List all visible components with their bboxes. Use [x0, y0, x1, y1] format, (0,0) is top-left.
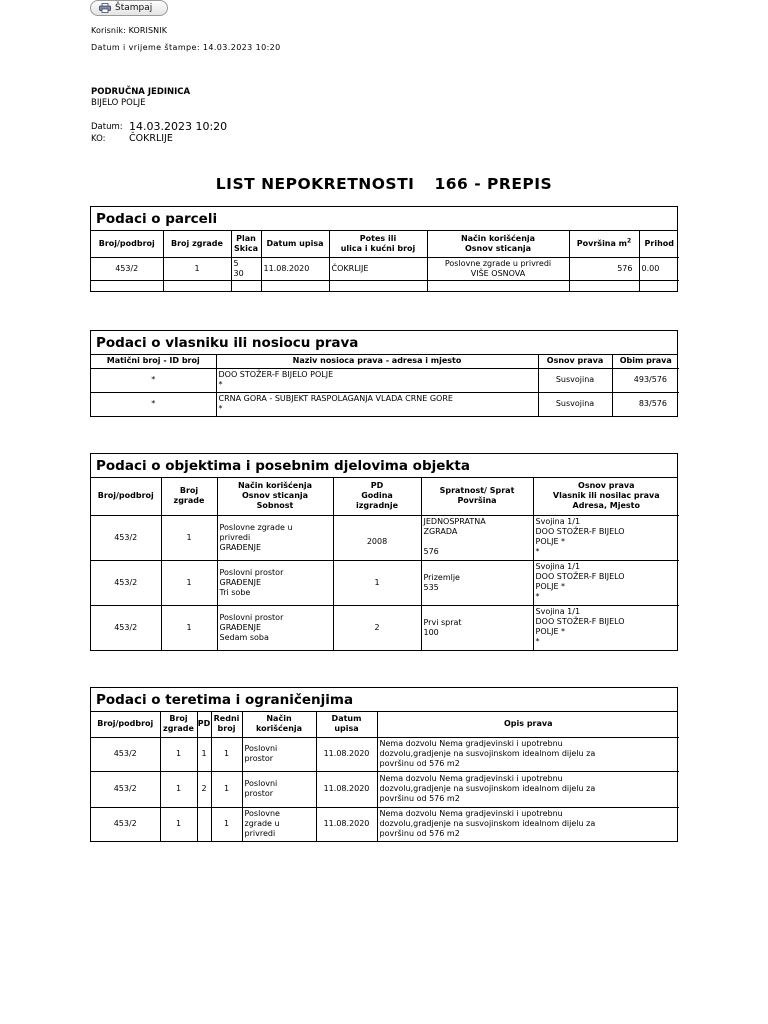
table-row: 453/2 1 1 1 Poslovni prostor 11.08.2020 Nema dozvolu Nema gradjevinski i upotrebnu dozvolu,gradjenje na susvojinskom idealnom dijelu za površinu od 576 m2 — [91, 737, 679, 771]
owner-section-title: Podaci o vlasniku ili nosiocu prava — [91, 331, 677, 355]
owner-header-row: Matični broj - ID broj Naziv nosioca prava - adresa i mjesto Osnov prava Obim prava — [91, 355, 679, 368]
parcel-col-povrsina: Površina $m^2$ — [569, 231, 639, 257]
date-block — [91, 121, 227, 145]
parcel-col-broj: Broj/podbroj — [91, 231, 163, 257]
parcel-col-zgrada: Broj zgrade — [163, 231, 231, 257]
objects-section — [90, 453, 678, 651]
owner-table — [91, 355, 679, 416]
unit-name: BIJELO POLJE — [91, 98, 146, 108]
table-row-empty — [91, 280, 679, 291]
objects-header-row: Broj/podbroj Broj zgrade Način korišćenja Osnov sticanja Sobnost PD Godina izgradnje Spratnost/ Sprat Površina Osnov prava Vlasnik ili nosilac prava Adresa, Mjesto — [91, 478, 679, 515]
table-row: 453/2 1 Poslovne zgrade u privredi GRAĐENJE 2008 JEDNOSPRATNA ZGRADA 576 Svojina 1/1 DOO STOŽER-F BIJELO POLJE * * — [91, 515, 679, 560]
owner-section — [90, 330, 678, 417]
parcel-col-prihod: Prihod — [639, 231, 679, 257]
title-right: 166 - PREPIS — [434, 175, 553, 193]
burdens-header-row: Broj/podbroj Broj zgrade PD Redni broj Način korišćenja Datum upisa Opis prava — [91, 712, 679, 737]
burdens-table — [91, 712, 679, 841]
printer-icon — [99, 3, 111, 13]
regional-unit — [91, 87, 190, 109]
table-row: 453/2 1 Poslovni prostor GRAĐENJE Tri sobe 1 Prizemlje 535 Svojina 1/1 DOO STOŽER-F BIJELO POLJE * * — [91, 560, 679, 605]
objects-table — [91, 478, 679, 650]
parcel-col-datum: Datum upisa — [261, 231, 329, 257]
ko-value: ČOKRLIJE — [129, 133, 173, 144]
burdens-section-title: Podaci o teretima i ograničenjima — [91, 688, 677, 712]
page-title — [0, 175, 768, 193]
burdens-section — [90, 687, 678, 842]
title-left: LIST NEPOKRETNOSTI — [215, 175, 415, 193]
print-button[interactable] — [90, 0, 168, 16]
table-row: 453/2 1 1 Poslovne zgrade u privredi 11.08.2020 Nema dozvolu Nema gradjevinski i upotrebnu dozvolu,gradjenje na susvojinskom idealnom dijelu za površinu od 576 m2 — [91, 807, 679, 841]
parcel-table — [91, 231, 679, 291]
parcel-section-title: Podaci o parceli — [91, 207, 677, 231]
date-value: 14.03.2023 10:20 — [129, 120, 228, 133]
table-row: 453/2 1 5 30 11.08.2020 ČOKRLIJE Poslovne zgrade u privredi VIŠE OSNOVA 576 0.00 — [91, 257, 679, 280]
parcel-col-potes: Potes ili ulica i kućni broj — [329, 231, 427, 257]
unit-heading: PODRUČNA JEDINICA — [91, 87, 191, 97]
parcel-col-nacin: Način korišćenja Osnov sticanja — [427, 231, 569, 257]
print-timestamp: Datum i vrijeme štampe: 14.03.2023 10:20 — [91, 43, 281, 52]
table-row: * CRNA GORA - SUBJEKT RASPOLAGANJA VLADA CRNE GORE * Susvojina 83/576 — [91, 392, 679, 416]
table-row: 453/2 1 2 1 Poslovni prostor 11.08.2020 Nema dozvolu Nema gradjevinski i upotrebnu dozvolu,gradjenje na susvojinskom idealnom dijelu za površinu od 576 m2 — [91, 771, 679, 807]
date-label: Datum: — [91, 122, 123, 132]
table-row: 453/2 1 Poslovni prostor GRAĐENJE Sedam soba 2 Prvi sprat 100 Svojina 1/1 DOO STOŽER-F BIJELO POLJE * * — [91, 605, 679, 650]
parcel-col-plan: Plan Skica — [231, 231, 261, 257]
table-row: * DOO STOŽER-F BIJELO POLJE * Susvojina 493/576 — [91, 368, 679, 392]
parcel-header-row — [91, 231, 679, 257]
objects-section-title: Podaci o objektima i posebnim djelovima objekta — [91, 454, 677, 478]
ko-label: KO: — [91, 134, 106, 144]
print-button-label: Štampaj — [115, 3, 153, 13]
parcel-section — [90, 206, 678, 292]
user-line: Korisnik: KORISNIK — [91, 26, 168, 35]
